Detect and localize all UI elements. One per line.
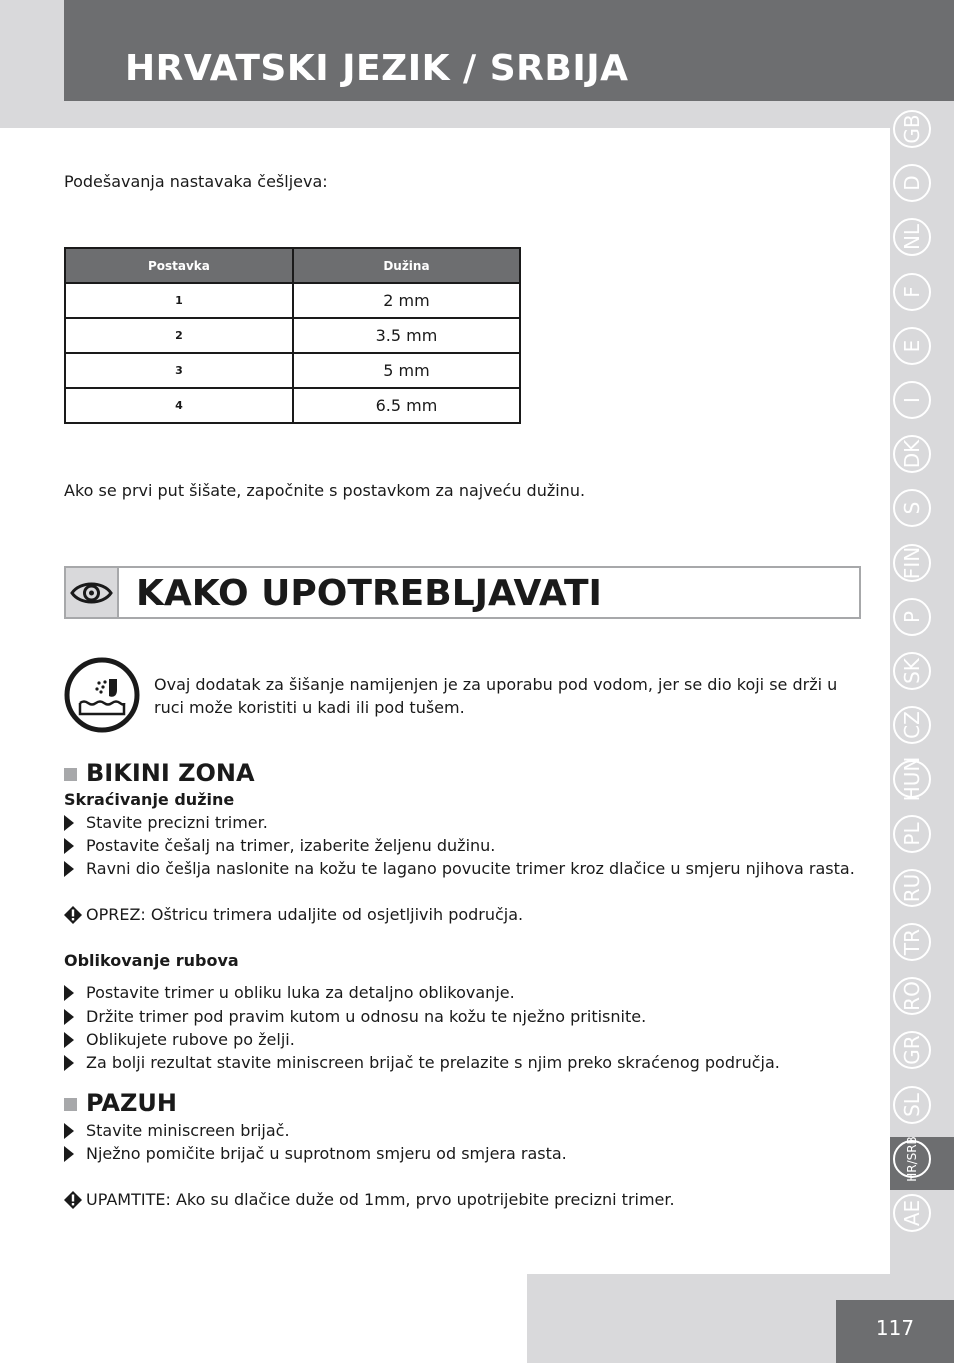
warning-icon [64, 906, 82, 924]
water-note-line-2: ruci može koristiti u kadi ili pod tušem. [154, 698, 465, 717]
language-tab-d[interactable] [893, 164, 931, 202]
table-cell-setting: 2 [65, 318, 293, 353]
language-tab-label: SL [900, 1093, 924, 1117]
list-item: Oblikujete rubove po želji. [86, 1030, 295, 1049]
language-tab-s[interactable] [893, 489, 931, 527]
list-item: Za bolji rezultat stavite miniscreen brijač te prelazite s njim preko skraćenog područja. [86, 1053, 780, 1072]
language-tab-label: PL [900, 822, 924, 846]
list-item: Ravni dio češlja naslonite na kožu te lagano povucite trimer kroz dlačice u smjeru njihova rasta. [86, 859, 855, 878]
language-tab-f[interactable] [893, 273, 931, 311]
bullet-arrow-icon [64, 815, 74, 831]
language-tab-label: HUN [900, 756, 924, 802]
table-cell-length: 3.5 mm [293, 318, 520, 353]
language-tab-cz[interactable] [893, 706, 931, 744]
language-tab-label: E [900, 339, 924, 353]
language-tab-ae[interactable] [893, 1194, 931, 1232]
bullet-arrow-icon [64, 1123, 74, 1139]
language-tab-gr[interactable] [893, 1031, 931, 1069]
language-tab-i[interactable] [893, 381, 931, 419]
language-tab-label: AE [900, 1199, 924, 1227]
language-tab-e[interactable] [893, 327, 931, 365]
language-tab-gb[interactable] [893, 110, 931, 148]
language-tab-label: RU [900, 873, 924, 903]
language-tab-tr[interactable] [893, 923, 931, 961]
bullet-arrow-icon [64, 985, 74, 1001]
bullet-arrow-icon [64, 838, 74, 854]
tip-text: Ako se prvi put šišate, započnite s postavkom za najveću dužinu. [64, 481, 586, 500]
eye-icon [66, 568, 117, 617]
pazuh-heading: PAZUH [86, 1089, 177, 1117]
heading-square-marker [64, 1098, 77, 1111]
language-tab-pl[interactable] [893, 815, 931, 853]
table-cell-length: 5 mm [293, 353, 520, 388]
language-tab-sl[interactable] [893, 1086, 931, 1124]
language-tab-label: S [900, 501, 924, 515]
language-tab-label: GB [900, 114, 924, 144]
list-item: Držite trimer pod pravim kutom u odnosu na kožu te nježno pritisnite. [86, 1007, 647, 1026]
bullet-arrow-icon [64, 1146, 74, 1162]
language-tab-label: DK [900, 439, 924, 469]
bullet-arrow-icon [64, 1032, 74, 1048]
language-tab-label: HR/SRB [905, 1136, 919, 1182]
language-tab-label: P [900, 610, 924, 624]
language-tab-ru[interactable] [893, 869, 931, 907]
table-row [65, 388, 520, 423]
comb-settings-table [64, 247, 521, 424]
language-tab-fin[interactable] [893, 544, 931, 582]
language-tab-label: GR [900, 1035, 924, 1065]
language-tab-ro[interactable] [893, 977, 931, 1015]
table-row [65, 283, 520, 318]
list-item: Stavite precizni trimer. [86, 813, 268, 832]
language-tab-p[interactable] [893, 598, 931, 636]
list-item: Postavite češalj na trimer, izaberite željenu dužinu. [86, 836, 496, 855]
caution-text: OPREZ: Oštricu trimera udaljite od osjetljivih područja. [86, 905, 524, 924]
bullet-arrow-icon [64, 1055, 74, 1071]
bullet-arrow-icon [64, 861, 74, 877]
table-row [65, 318, 520, 353]
bikini-subheading-length: Skraćivanje dužine [64, 790, 235, 809]
warning-icon [64, 1191, 82, 1209]
table-header-setting: Postavka [65, 248, 293, 283]
heading-square-marker [64, 768, 77, 781]
page-title: HRVATSKI JEZIK / SRBIJA [125, 48, 629, 89]
language-tab-sk[interactable] [893, 652, 931, 690]
bullet-arrow-icon [64, 1009, 74, 1025]
language-tab-label: CZ [900, 711, 924, 739]
language-tab-label: I [900, 397, 924, 403]
water-note-line-1: Ovaj dodatak za šišanje namijenjen je za uporabu pod vodom, jer se dio koji se drži u [154, 675, 838, 694]
table-cell-length: 6.5 mm [293, 388, 520, 423]
language-tab-label: F [900, 286, 924, 298]
intro-text: Podešavanja nastavaka češljeva: [64, 172, 328, 191]
language-tab-label: SK [900, 658, 924, 684]
table-cell-setting: 4 [65, 388, 293, 423]
section-icon-cell [66, 568, 119, 617]
language-tab-hr-srb[interactable] [893, 1136, 931, 1182]
list-item: Stavite miniscreen brijač. [86, 1121, 290, 1140]
language-tab-hun[interactable] [893, 756, 931, 802]
table-header-length: Dužina [293, 248, 520, 283]
bikini-subheading-edges: Oblikovanje rubova [64, 951, 239, 970]
language-tab-label: NL [900, 223, 924, 251]
note-text: UPAMTITE: Ako su dlačice duže od 1mm, prvo upotrijebite precizni trimer. [86, 1190, 675, 1209]
shower-bath-icon [63, 656, 141, 734]
page-number: 117 [875, 1316, 915, 1340]
language-tab-label: D [900, 175, 924, 191]
section-title: KAKO UPOTREBLJAVATI [136, 573, 602, 614]
table-cell-length: 2 mm [293, 283, 520, 318]
table-row [65, 353, 520, 388]
list-item: Postavite trimer u obliku luka za detaljno oblikovanje. [86, 983, 515, 1002]
language-tab-dk[interactable] [893, 435, 931, 473]
language-tab-nl[interactable] [893, 218, 931, 256]
language-tab-label: RO [900, 981, 924, 1011]
list-item: Nježno pomičite brijač u suprotnom smjeru od smjera rasta. [86, 1144, 567, 1163]
table-cell-setting: 1 [65, 283, 293, 318]
bikini-heading: BIKINI ZONA [86, 759, 255, 787]
language-tab-label: FIN [900, 546, 924, 580]
table-cell-setting: 3 [65, 353, 293, 388]
language-tab-label: TR [900, 928, 924, 956]
